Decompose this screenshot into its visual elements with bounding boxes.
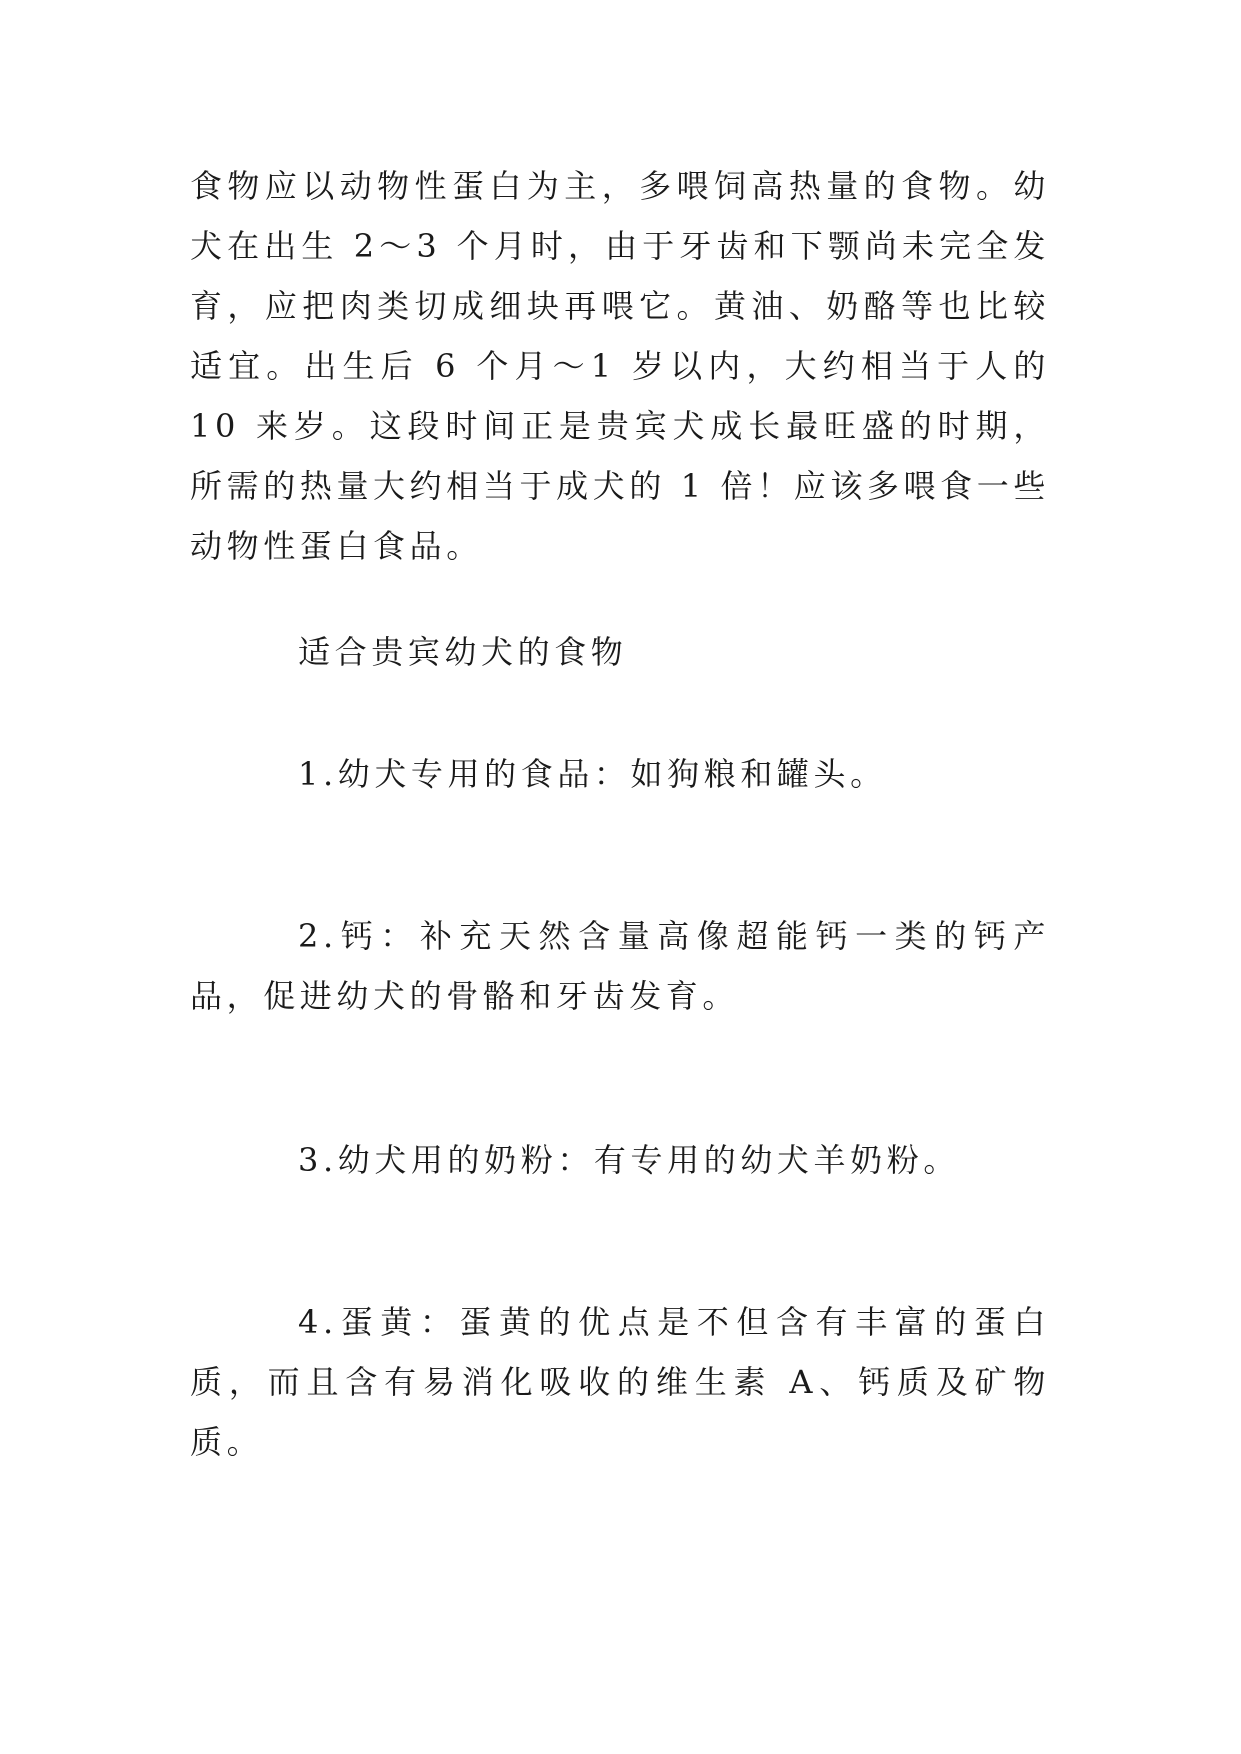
section-heading: 适合贵宾幼犬的食物 [298,633,628,671]
list-item-3: 3.幼犬用的奶粉：有专用的幼犬羊奶粉。 [298,1141,960,1179]
list-item-1: 1.幼犬专用的食品：如狗粮和罐头。 [298,755,887,793]
list-item-4: 4.蛋黄：蛋黄的优点是不但含有丰富的蛋白质，而且含有易消化吸收的维生素 A、钙质及矿物质。 [190,1303,1050,1461]
list-item-2: 2.钙：补充天然含量高像超能钙一类的钙产品，促进幼犬的骨骼和牙齿发育。 [190,917,1050,1015]
intro-paragraph: 食物应以动物性蛋白为主，多喂饲高热量的食物。幼犬在出生 2～3 个月时，由于牙齿和下颚尚未完全发育，应把肉类切成细块再喂它。黄油、奶酪等也比较适宜。出生后 6 个月～1 岁以内，大约相当于人的 10 来岁。这段时间正是贵宾犬成长最旺盛的时期，所需的热量大约相当于成犬的 1 倍！应该多喂食一些动物性蛋白食品。 [190,167,1050,565]
